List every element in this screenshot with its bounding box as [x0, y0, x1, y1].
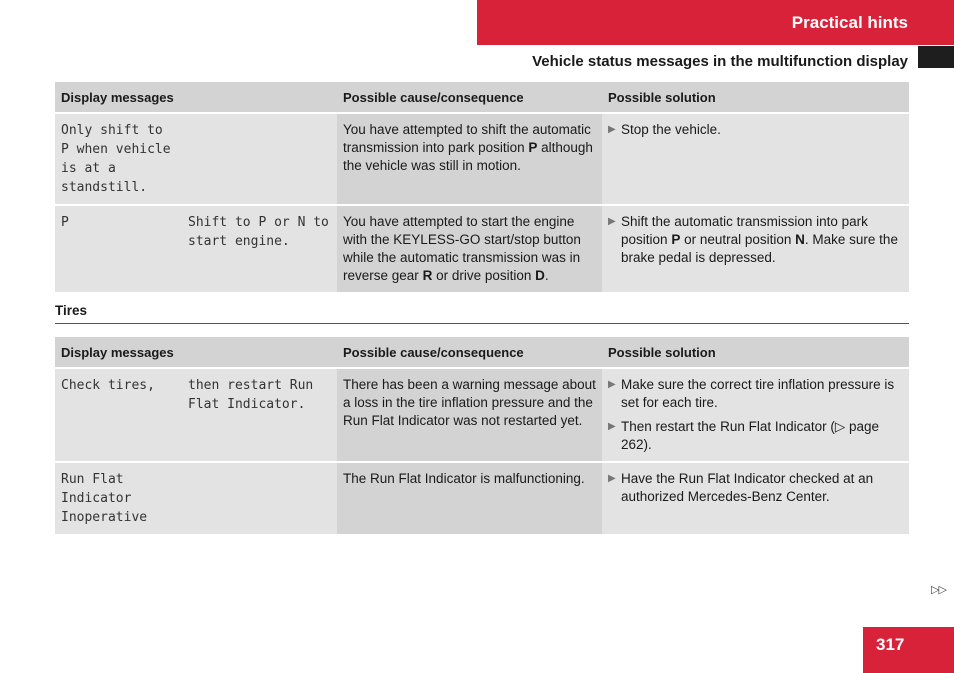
display-message-secondary	[182, 463, 337, 536]
triangle-right-icon: ▶	[608, 421, 616, 432]
possible-cause: There has been a warning message about a loss in the tire inflation pressure and the Run Flat Indicator was not restarted yet.	[337, 369, 602, 463]
double-triangle-right-icon: ▷▷	[931, 584, 946, 596]
solution-item: ▶ Shift the automatic transmission into park position P or neutral position N. Make sure the brake pedal is depressed.	[608, 214, 898, 265]
solution-item: ▶ Stop the vehicle.	[608, 122, 721, 137]
triangle-right-icon: ▶	[608, 473, 616, 484]
table-row	[55, 369, 909, 463]
display-message: P	[55, 206, 182, 294]
chapter-tab-marker	[918, 46, 954, 68]
table-row	[55, 463, 909, 536]
section-title: Vehicle status messages in the multifunction display	[532, 53, 908, 70]
display-message: Check tires,	[55, 369, 182, 463]
header-display-messages: Display messages	[55, 82, 337, 114]
solution-item	[608, 418, 903, 454]
possible-cause: You have attempted to start the engine with the KEYLESS-GO start/stop button while the automatic transmission was in reverse gear R or drive position D.	[337, 206, 602, 294]
status-messages-table	[55, 82, 909, 294]
header-possible-cause: Possible cause/consequence	[337, 337, 602, 369]
possible-solution	[602, 463, 909, 536]
display-message: Run Flat Indicator Inoperative	[55, 463, 182, 536]
header-display-messages: Display messages	[55, 337, 337, 369]
tires-messages-table	[55, 337, 909, 536]
triangle-right-icon: ▶	[608, 379, 616, 390]
page-number: 317	[863, 627, 954, 673]
possible-solution	[602, 369, 909, 463]
chapter-title: Practical hints	[791, 12, 908, 32]
chapter-header	[477, 0, 954, 45]
table-row	[55, 114, 909, 206]
header-possible-cause: Possible cause/consequence	[337, 82, 602, 114]
triangle-right-icon: ▶	[608, 124, 616, 135]
possible-solution	[602, 114, 909, 206]
triangle-right-icon: ▶	[608, 216, 616, 227]
header-possible-solution: Possible solution	[602, 82, 909, 114]
table-row	[55, 206, 909, 294]
display-message-secondary	[182, 114, 337, 206]
table-header-row	[55, 82, 909, 114]
display-message: Only shift to P when vehicle is at a standstill.	[55, 114, 182, 206]
possible-cause: The Run Flat Indicator is malfunctioning.	[337, 463, 602, 536]
page-reference-link[interactable]: Then restart the Run Flat Indicator (▷ page 262).	[621, 419, 880, 452]
display-message-secondary: Shift to P or N to start engine.	[182, 206, 337, 294]
possible-solution	[602, 206, 909, 294]
header-possible-solution: Possible solution	[602, 337, 909, 369]
solution-item: ▶ Have the Run Flat Indicator checked at an authorized Mercedes-Benz Center.	[608, 471, 874, 504]
table-header-row	[55, 337, 909, 369]
possible-cause: You have attempted to shift the automatic transmission into park position P although the vehicle was still in motion.	[337, 114, 602, 206]
solution-item: ▶ Make sure the correct tire inflation pressure is set for each tire.	[608, 377, 895, 410]
subheading-tires: Tires	[55, 303, 909, 324]
display-message-secondary: then restart Run Flat Indicator.	[182, 369, 337, 463]
